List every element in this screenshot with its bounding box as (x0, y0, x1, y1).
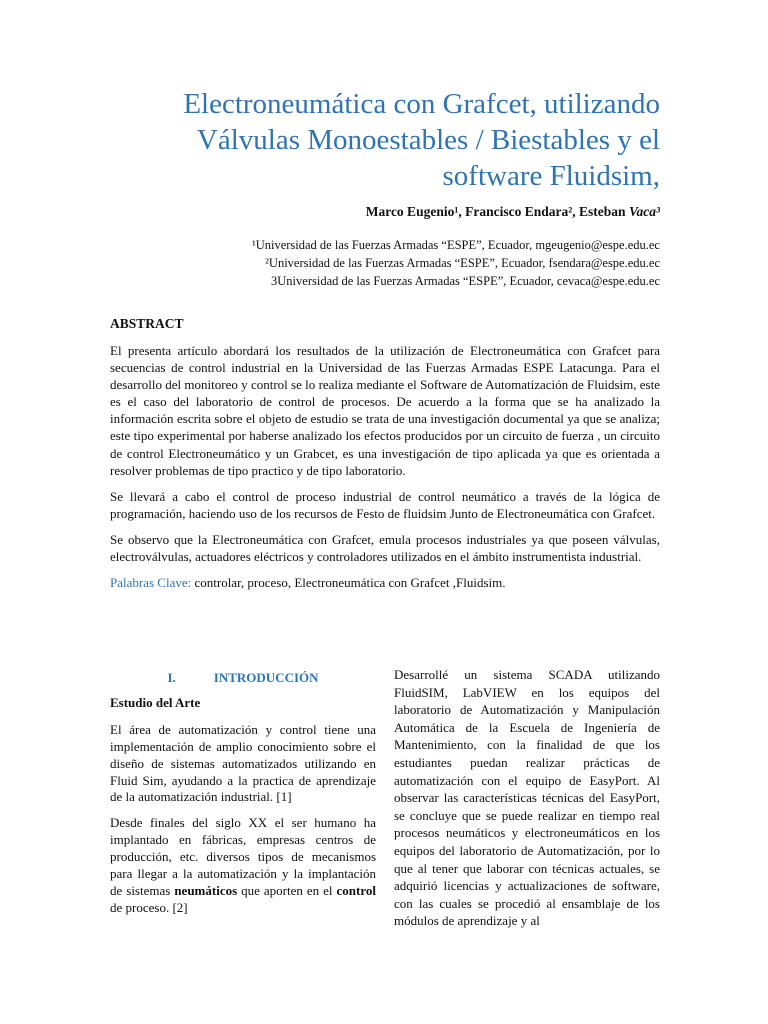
intro-paragraph-1: El área de automatización y control tiene una implementación de amplio conocimiento sobre el diseño de sistemas automatizados utilizando en Fluid Sim, ayudando a la practica de aprendizaje de la automatización industrial. [1] (110, 721, 376, 805)
section-number: I. (167, 670, 176, 685)
p2-bold-control: control (336, 882, 376, 898)
affiliations (110, 236, 660, 290)
section-heading (110, 670, 376, 687)
p2-bold-neumaticos: neumáticos (174, 882, 238, 898)
paper-title (110, 86, 660, 194)
title-line-3: software Fluidsim, (442, 160, 660, 192)
affiliation-3: 3Universidad de las Fuerzas Armadas “ESPE”, Ecuador, cevaca@espe.edu.ec (271, 274, 660, 288)
affiliation-1: ¹Universidad de las Fuerzas Armadas “ESPE”, Ecuador, mgeugenio@espe.edu.ec (251, 238, 660, 252)
p2-text-b: que aporten en el (237, 882, 337, 898)
abstract-paragraph-2: Se llevará a cabo el control de proceso industrial de control neumático a través de la lógica de programación, haciendo uso de los recursos de Festo de fluidsim Junto de Electroneumática con Grafcet. (110, 488, 660, 521)
section-title: INTRODUCCIÓN (213, 670, 319, 685)
abstract-paragraph-1: El presenta artículo abordará los resultados de la utilización de Electroneumática con Grafcet para secuencias de control industrial en la Universidad de las Fuerzas Armadas ESPE Latacunga. Para el desarrollo del monitoreo y control se lo realiza mediante el Software de Automatización de Fluidsim, este es el caso del laboratorio de control de procesos. De acuerdo a la forma que se ha analizado la información escrita sobre el objeto de estudio se trata de una investigación documental ya que se analiza; este tipo experimental por haberse analizado los efectos producidos por un circuito de fuerza , un circuito de control Electroneumático y un Grabcet, es una investigación de tipo aplicada ya que es orientada a resolver problemas de tipo practico y de tipo laboratorio. (110, 343, 660, 478)
abstract-body (110, 342, 660, 600)
title-line-2: Válvulas Monoestables / Biestables y el (196, 124, 660, 156)
intro-paragraph-2 (110, 815, 376, 916)
affiliation-2: ²Universidad de las Fuerzas Armadas “ESPE”, Ecuador, fsendara@espe.edu.ec (265, 256, 660, 270)
keywords-label: Palabras Clave: (110, 575, 192, 591)
right-column-paragraph: Desarrollé un sistema SCADA utilizando FluidSIM, LabVIEW en los equipos del laboratorio de Automatización y Manipulación Automática de la Escuela de Ingeniería de Mantenimiento, con la finalidad de que los estudiantes puedan realizar prácticas de automatización con el equipo de EasyPort. Al observar las características técnicas del EasyPort, se concluye que se puede realizar en tiempo real procesos neumáticos y electroneumáticos en los equipos del laboratorio de Automatización, por lo que al tener que laborar con técnicas actuales, se adquirió licencias y actualizaciones de software, con las cuales se procedió al ensamblaje de los módulos de aprendizaje y al (394, 667, 660, 929)
abstract-heading: ABSTRACT (110, 316, 184, 331)
authors-text: Marco Eugenio¹, Francisco Endara², Esteban (365, 204, 629, 219)
keywords (110, 574, 660, 591)
author-list (110, 204, 660, 220)
abstract-paragraph-3: Se observo que la Electroneumática con Grafcet, emula procesos industriales ya que poseen válvulas, electroválvulas, actuadores eléctricos y controladores utilizados en el ámbito instrumentista industrial. (110, 531, 660, 565)
p2-text-a: Desde finales del siglo XX el ser humano ha implantado en fábricas, empresas centros de producción, etc. diversos tipos de mecanismos para llegar a la automatización y la implantación de sistemas (110, 815, 376, 898)
p2-text-c: de proceso. [2] (110, 899, 188, 915)
left-column (110, 670, 376, 926)
subsection-heading: Estudio del Arte (110, 694, 201, 710)
keywords-text: controlar, proceso, Electroneumática con Grafcet ,Fluidsim. (191, 575, 506, 591)
author-last-name: Vaca³ (628, 204, 660, 219)
right-column (394, 666, 660, 930)
title-line-1: Electroneumática con Grafcet, utilizando (183, 88, 660, 120)
